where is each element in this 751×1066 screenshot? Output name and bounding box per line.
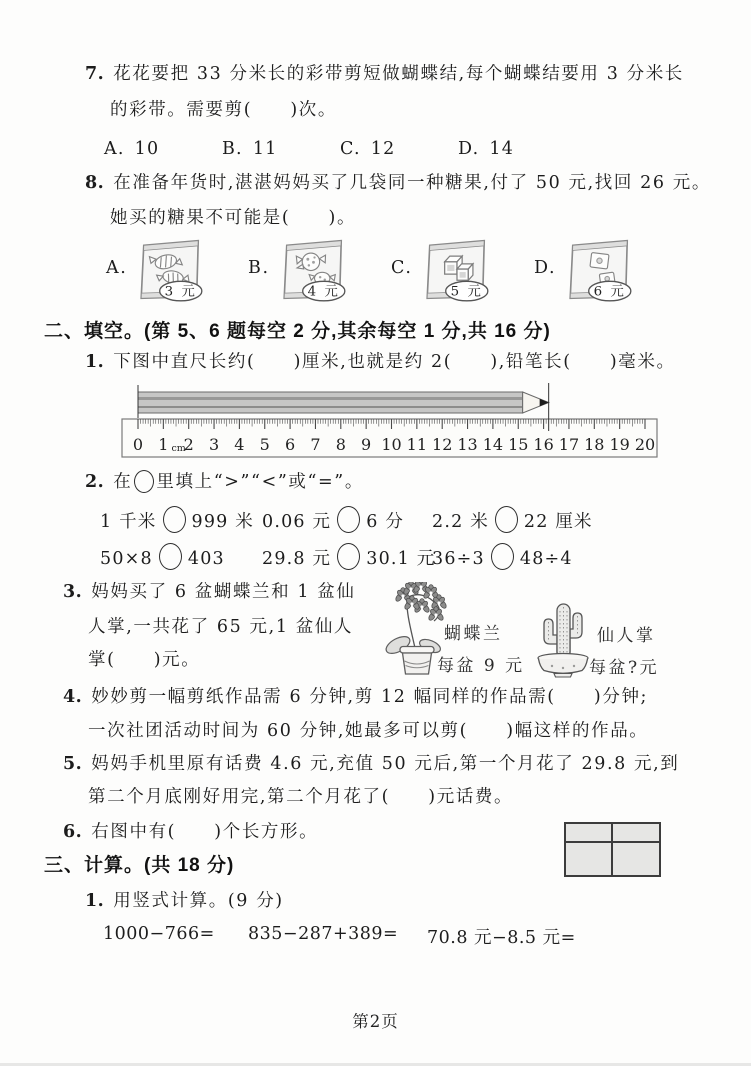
ruler-number: 5	[259, 435, 270, 454]
candy-bag-a	[134, 234, 208, 306]
expression-2: 835−287+389=	[248, 924, 399, 944]
ruler-number: 7	[310, 435, 321, 454]
price-text-c: 5 元	[450, 284, 483, 300]
blank-circle	[337, 506, 360, 533]
candy-bag-d	[563, 234, 637, 306]
ruler-number: 15	[508, 435, 529, 454]
ruler-number: 4	[234, 435, 245, 454]
blank-circle	[163, 506, 186, 533]
s2-question-3-line-3: 掌( )元。	[88, 650, 201, 670]
s2-question-2-prompt: 2. 在 里填上“>”“<”或“=”。	[85, 472, 364, 492]
footer-page-number: 第2页	[352, 1012, 399, 1031]
s2-question-4-line-1: 4. 妙妙剪一幅剪纸作品需 6 分钟,剪 12 幅同样的作品需( )分钟;	[63, 687, 649, 707]
comparison-item: 0.06 元 6 分	[262, 506, 404, 533]
bag-option-a-label: A.	[106, 258, 128, 278]
comparison-row-2	[0, 543, 751, 577]
question-8-number: 8.	[85, 173, 105, 193]
s2-question-4-line-2: 一次社团活动时间为 60 分钟,她最多可以剪( )幅这样的作品。	[88, 721, 649, 741]
comparison-item: 50×8 403	[100, 543, 225, 570]
ruler-number: 20	[634, 435, 656, 454]
ruler-number: 0	[132, 435, 144, 454]
s2-question-5-line-2: 第二个月底刚好用完,第二个月花了( )元话费。	[88, 787, 514, 807]
question-7-line-1: 7. 花花要把 33 分米长的彩带剪短做蝴蝶结,每个蝴蝶结要用 3 分米长	[85, 64, 684, 84]
ruler-number: 10	[381, 435, 402, 454]
candy-bag-c	[420, 234, 494, 306]
comparison-item: 36÷3 48÷4	[432, 543, 573, 570]
question-7-options	[0, 139, 751, 173]
bag-option-c-label: C.	[391, 258, 413, 278]
ruler-number: 6	[285, 435, 296, 454]
bag-option-b-label: B.	[248, 258, 270, 278]
ruler-number: 3	[208, 435, 220, 454]
ruler-number: 9	[361, 435, 372, 454]
ruler-number: 1	[158, 435, 169, 454]
pencil-lead	[540, 399, 549, 407]
comparison-row-1	[0, 506, 751, 540]
question-7-number: 7.	[85, 64, 105, 84]
s2-question-1: 1. 下图中直尺长约( )厘米,也就是约 2( ),铅笔长( )毫米。	[85, 352, 676, 372]
price-text-a: 3 元	[164, 284, 197, 300]
ruler-number: 13	[457, 435, 478, 454]
pencil-body	[138, 392, 523, 413]
calculation-expressions	[0, 924, 751, 958]
ruler-unit-label: cm	[171, 443, 186, 454]
cactus-plant-icon	[532, 598, 594, 680]
question-8-line-2: 她买的糖果不可能是( )。	[110, 208, 357, 228]
blank-circle	[159, 543, 182, 570]
question-7-line-2: 的彩带。需要剪( )次。	[110, 100, 337, 120]
ruler-pencil-figure	[118, 383, 678, 461]
option-a: A. 10	[104, 139, 160, 159]
cactus-name-label: 仙人掌	[597, 626, 656, 646]
ruler-number: 12	[432, 435, 453, 454]
rectangle-grid-figure	[564, 822, 661, 877]
price-text-b: 4 元	[307, 284, 340, 300]
ruler-number: 11	[406, 435, 428, 454]
orchid-price-label: 每盆 9 元	[437, 656, 525, 676]
s2-question-6: 6. 右图中有( )个长方形。	[63, 822, 319, 842]
ruler-number: 16	[533, 435, 554, 454]
cactus-price-label: 每盆?元	[589, 658, 660, 678]
grid-vertical-line	[611, 824, 613, 875]
orchid-name-label: 蝴蝶兰	[444, 624, 503, 644]
option-d: D. 14	[458, 139, 515, 159]
s2-question-3-line-1: 3. 妈妈买了 6 盆蝴蝶兰和 1 盆仙	[63, 582, 356, 602]
s3-question-1: 1. 用竖式计算。(9 分)	[85, 891, 284, 911]
blank-circle	[134, 470, 154, 493]
blank-circle	[337, 543, 360, 570]
s2-question-3-line-2: 人掌,一共花了 65 元,1 盆仙人	[88, 617, 354, 637]
blank-circle	[491, 543, 514, 570]
ruler-number: 8	[335, 435, 346, 454]
option-c: C. 12	[340, 139, 396, 159]
option-b: B. 11	[222, 139, 278, 159]
comparison-item: 29.8 元 30.1 元	[262, 543, 435, 570]
ruler-number: 18	[584, 435, 605, 454]
expression-3: 70.8 元−8.5 元=	[427, 928, 576, 948]
candy-bag-b	[277, 234, 351, 306]
bag-option-d-label: D.	[534, 258, 557, 278]
blank-circle	[495, 506, 518, 533]
ruler-number: 17	[558, 435, 580, 454]
section-2-title: 二、填空。(第 5、6 题每空 2 分,其余每空 1 分,共 16 分)	[44, 321, 551, 342]
question-8-line-1: 8. 在准备年货时,湛湛妈妈买了几袋同一种糖果,付了 50 元,找回 26 元。	[85, 173, 711, 193]
section-3-title: 三、计算。(共 18 分)	[44, 855, 235, 876]
ruler-number: 2	[183, 435, 194, 454]
price-text-d: 6 元	[593, 284, 626, 300]
ruler-number: 14	[482, 435, 504, 454]
expression-1: 1000−766=	[103, 924, 215, 944]
comparison-item: 1 千米 999 米	[100, 506, 254, 533]
comparison-item: 2.2 米 22 厘米	[432, 506, 593, 533]
s2-question-5-line-1: 5. 妈妈手机里原有话费 4.6 元,充值 50 元后,第一个月花了 29.8 元,到	[63, 754, 680, 774]
ruler-number: 19	[609, 435, 630, 454]
